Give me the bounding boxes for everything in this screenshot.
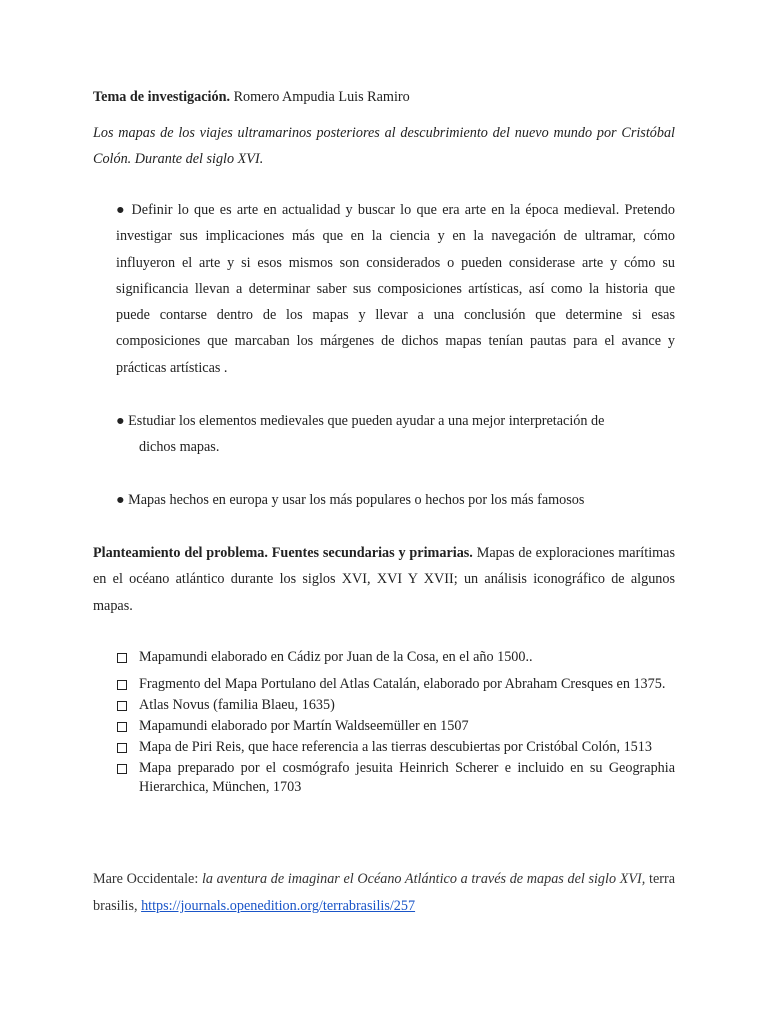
checklist-item-text: Mapa preparado por el cosmógrafo jesuita Heinrich Scherer e incluido en su Geographia Hierarchica, München, 1703 — [139, 759, 675, 795]
bullet-text-continuation: dichos mapas. — [139, 439, 220, 456]
problem-statement — [93, 540, 675, 619]
checkbox-icon — [117, 680, 127, 690]
checkbox-icon — [117, 701, 127, 711]
checkbox-icon — [117, 722, 127, 732]
bullet-text: Estudiar los elementos medievales que pueden ayudar a una mejor interpretación de — [124, 413, 605, 429]
bullet-icon: ● — [116, 202, 127, 218]
problem-label: Planteamiento del problema. Fuentes secundarias y primarias. — [93, 545, 473, 561]
bullet-text: Definir lo que es arte en actualidad y buscar lo que era arte en la época medieval. Pretendo investigar sus implicaciones más que en la ciencia y en la navegación de ultramar, cómo influyeron el arte y si esos mismos son considerados o pueden considerase arte y cómo su significancia llevan a determinar saber sus composiciones artísticas, así como la historia que puede contarse dentro de los mapas y llevar a una conclusión que determine si esas composiciones que marcaban los márgenes de dichos mapas tenían pautas para el avance y prácticas artísticas . — [116, 202, 675, 376]
bibliographic-reference — [93, 866, 675, 920]
checklist-item — [117, 675, 675, 695]
map-sources-checklist — [117, 648, 675, 799]
reference-prefix: Mare Occidentale: — [93, 871, 202, 887]
reference-title: la aventura de imaginar el Océano Atlántico a través de mapas del siglo XVI, — [201, 871, 646, 887]
bullet-text: Mapas hechos en europa y usar los más populares o hechos por los más famosos — [124, 492, 585, 508]
bullet-icon: ● — [116, 492, 125, 508]
checklist-item — [117, 759, 675, 798]
checklist-item-text: Mapamundi elaborado por Martín Waldseemüller en 1507 — [139, 717, 469, 734]
checkbox-icon — [117, 653, 127, 663]
bullet-icon: ● — [116, 413, 125, 429]
checklist-item — [117, 717, 675, 737]
bullet-item — [116, 408, 675, 461]
reference-source: terra brasilis, — [93, 871, 675, 914]
checkbox-icon — [117, 764, 127, 774]
reference-link[interactable]: https://journals.openedition.org/terrabrasilis/257 — [141, 898, 416, 914]
checklist-item-text: Mapamundi elaborado en Cádiz por Juan de la Cosa, en el año 1500.. — [139, 649, 533, 665]
bullet-item — [116, 197, 675, 381]
checklist-item — [117, 696, 675, 716]
checklist-item — [117, 738, 675, 758]
topic-label: Tema de investigación. — [93, 89, 231, 105]
bullet-item — [116, 487, 675, 513]
checkbox-icon — [117, 743, 127, 753]
checklist-item-text: Mapa de Piri Reis, que hace referencia a las tierras descubiertas por Cristóbal Colón, 1513 — [139, 738, 652, 755]
checklist-item-text: Fragmento del Mapa Portulano del Atlas Catalán, elaborado por Abraham Cresques en 1375. — [139, 675, 666, 692]
checklist-item — [117, 648, 675, 668]
problem-text: Mapas de exploraciones marítimas en el océano atlántico durante los siglos XVI, XVI Y XVII; un análisis iconográfico de algunos mapas. — [93, 545, 675, 614]
research-subtitle: Los mapas de los viajes ultramarinos posteriores al descubrimiento del nuevo mundo por Cristóbal Colón. Durante del siglo XVI. — [93, 125, 675, 167]
author-name: Romero Ampudia Luis Ramiro — [230, 89, 410, 105]
research-topic-heading — [93, 87, 678, 107]
checklist-item-text: Atlas Novus (familia Blaeu, 1635) — [139, 696, 335, 713]
